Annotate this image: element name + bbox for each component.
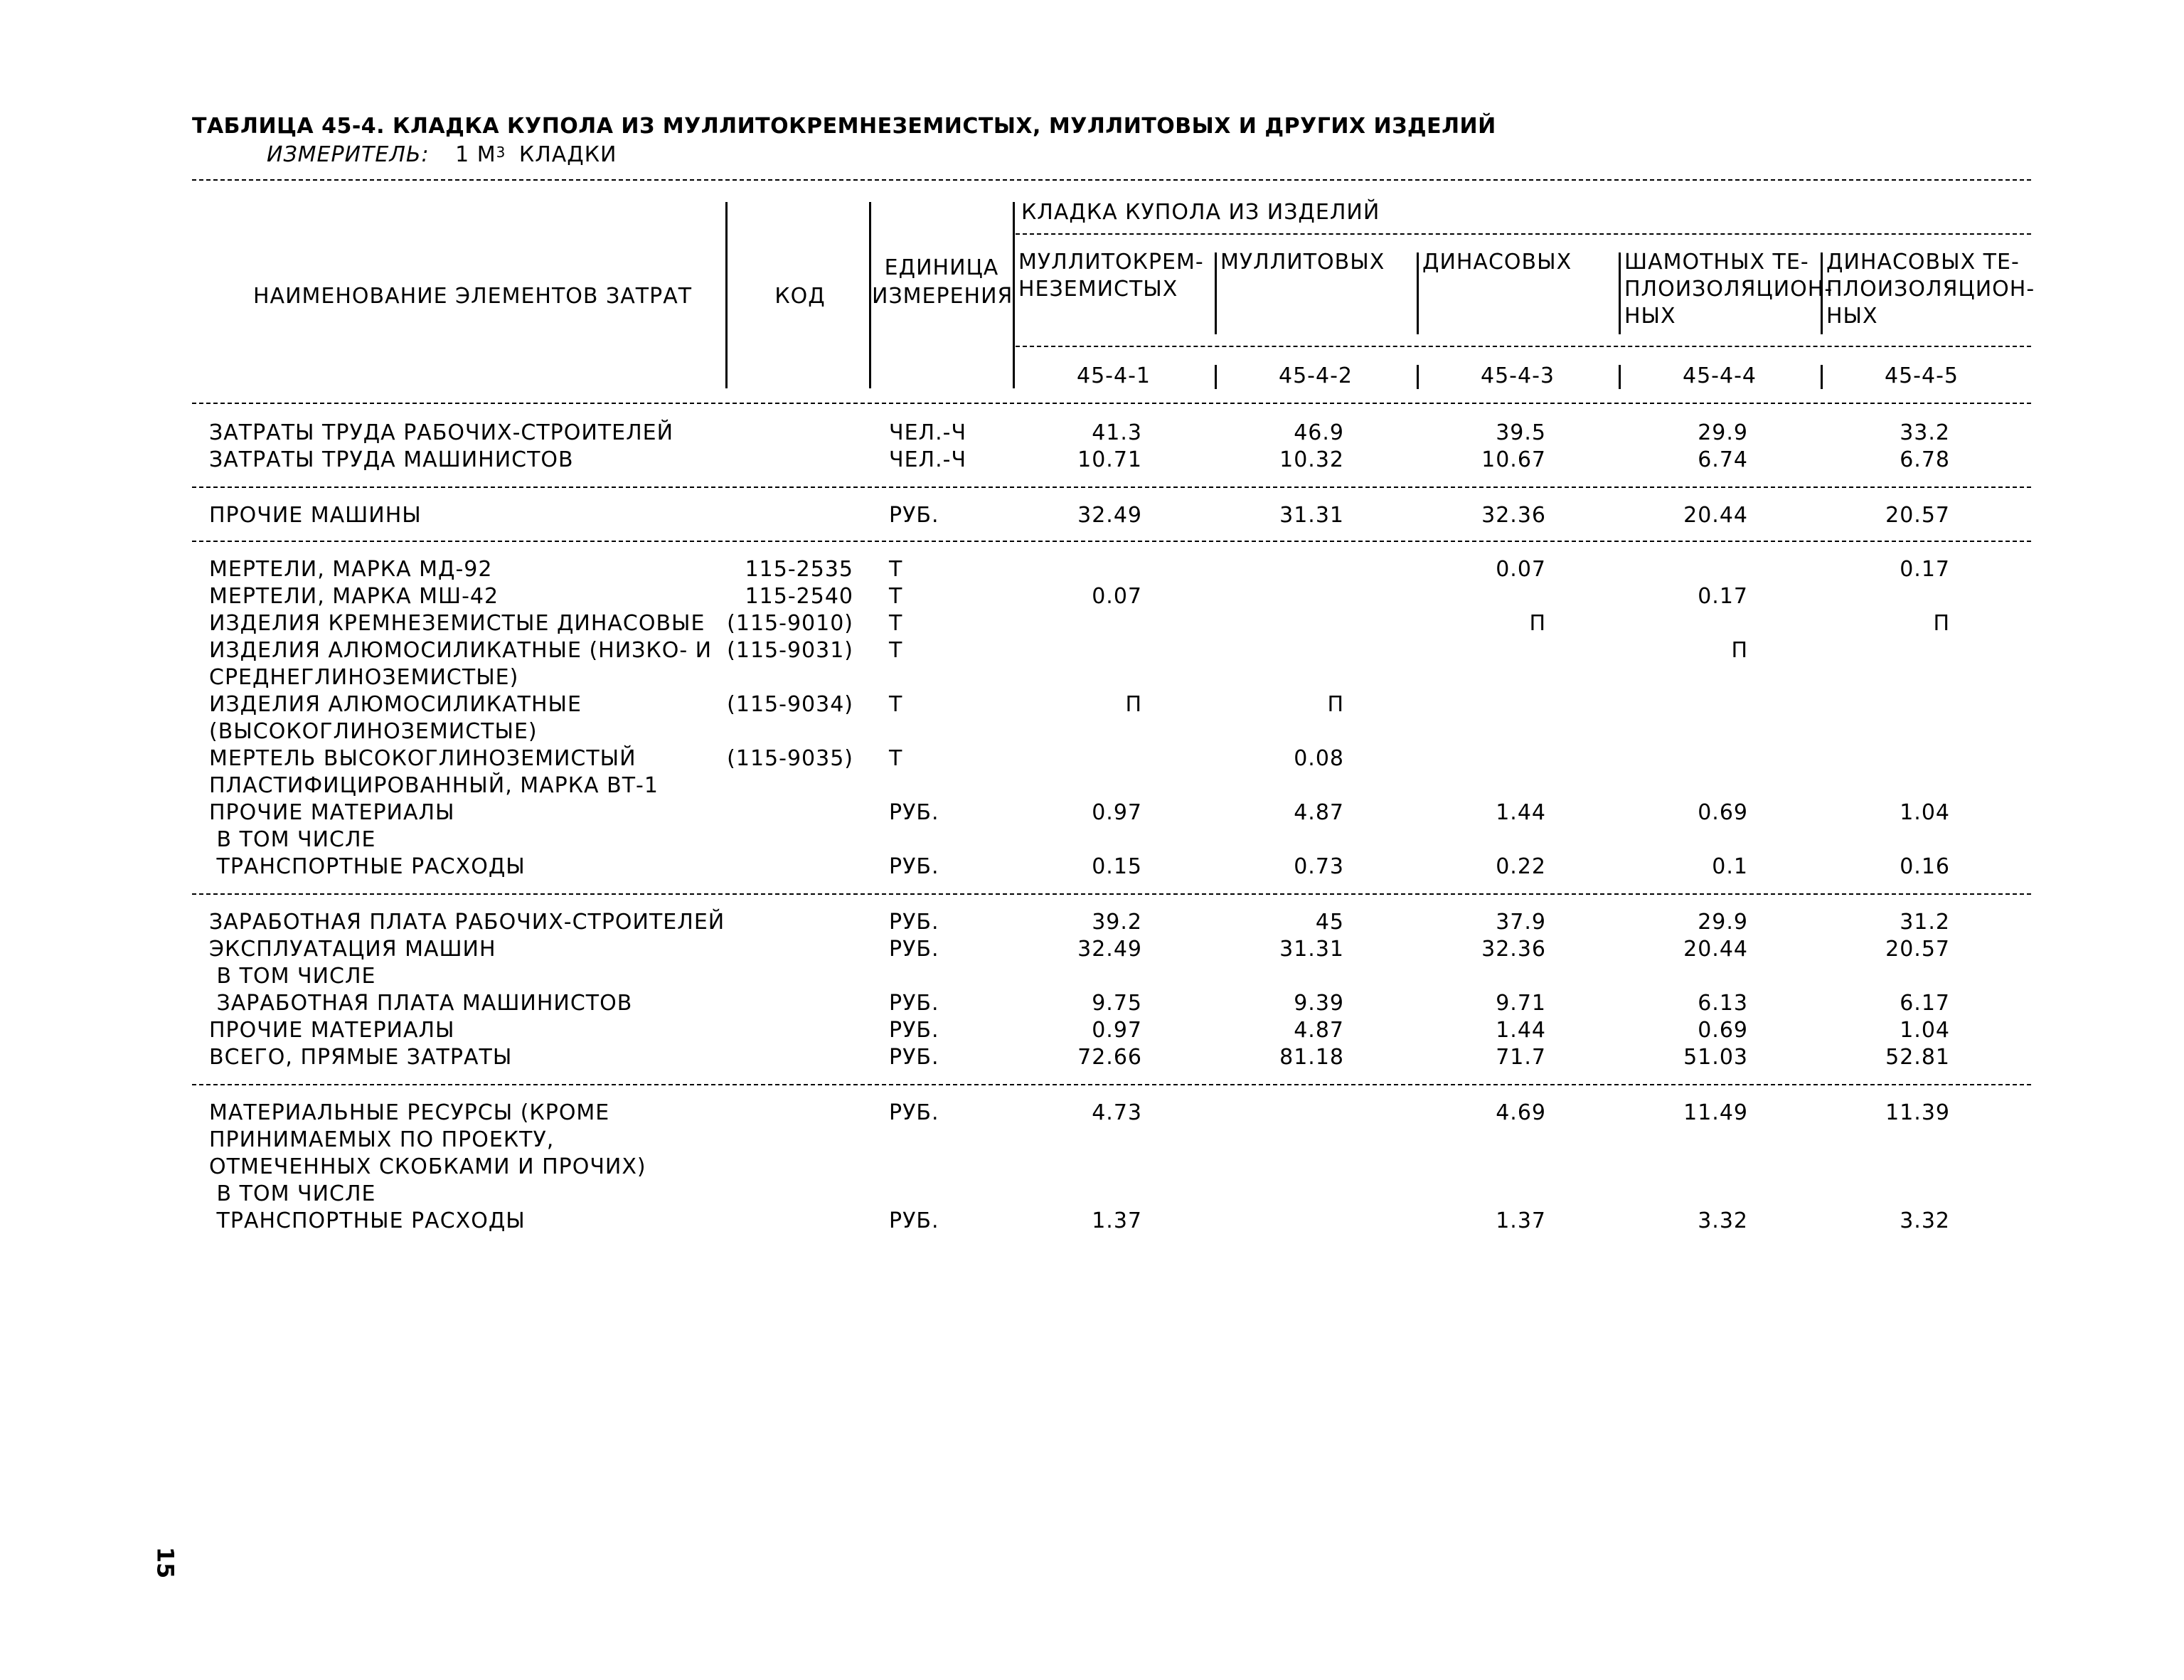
- row-code: (115-9035): [727, 746, 853, 771]
- row-value: 0.17: [1698, 584, 1748, 609]
- row-value: 51.03: [1683, 1045, 1748, 1070]
- column-head-line: НЫХ: [1624, 304, 1676, 329]
- column-head-2: [1220, 249, 1385, 276]
- measure-value-suffix: КЛАДКИ: [518, 142, 617, 167]
- row-value: 31.2: [1900, 910, 1950, 935]
- vbar-code-left: [725, 202, 728, 388]
- row-value: 3.32: [1900, 1208, 1950, 1233]
- vbar-col4-code: [1619, 365, 1621, 389]
- row-name: В ТОМ ЧИСЛЕ: [209, 827, 376, 852]
- row-name: ИЗДЕЛИЯ АЛЮМОСИЛИКАТНЫЕ: [209, 692, 582, 717]
- row-value: 20.44: [1683, 503, 1748, 528]
- row-value: 20.57: [1885, 937, 1950, 962]
- row-name: ТРАНСПОРТНЫЕ РАСХОДЫ: [209, 854, 526, 879]
- row-code: 115-2535: [745, 557, 853, 582]
- row-value: 4.87: [1294, 800, 1344, 825]
- row-value: 29.9: [1698, 910, 1748, 935]
- row-value: 9.75: [1092, 991, 1142, 1016]
- row-unit: РУБ.: [889, 937, 939, 962]
- row-value: П: [1125, 692, 1142, 717]
- row-value: 6.74: [1698, 447, 1748, 472]
- row-value: 0.97: [1092, 1018, 1142, 1043]
- row-value: 10.71: [1077, 447, 1142, 472]
- row-unit: Т: [889, 557, 903, 582]
- row-value: П: [1529, 611, 1546, 636]
- header-group: КЛАДКА КУПОЛА ИЗ ИЗДЕЛИЙ: [1021, 200, 1380, 225]
- row-value: 46.9: [1294, 420, 1344, 445]
- row-name: ПРОЧИЕ МАТЕРИАЛЫ: [209, 800, 455, 825]
- row-value: 0.08: [1294, 746, 1344, 771]
- row-value: 32.36: [1481, 937, 1546, 962]
- row-name: ПРИНИМАЕМЫХ ПО ПРОЕКТУ,: [209, 1127, 555, 1152]
- row-value: 4.87: [1294, 1018, 1344, 1043]
- row-name: МАТЕРИАЛЬНЫЕ РЕСУРСЫ (КРОМЕ: [209, 1100, 610, 1125]
- row-name: ИЗДЕЛИЯ КРЕМНЕЗЕМИСТЫЕ ДИНАСОВЫЕ: [209, 611, 705, 636]
- row-value: 32.49: [1077, 937, 1142, 962]
- column-head-line: ШАМОТНЫХ ТЕ-: [1624, 250, 1809, 275]
- measure-value-sup: 3: [496, 144, 506, 161]
- row-value: 31.31: [1279, 937, 1344, 962]
- row-value: 1.37: [1092, 1208, 1142, 1233]
- row-name: ОТМЕЧЕННЫХ СКОБКАМИ И ПРОЧИХ): [209, 1154, 646, 1179]
- column-head-line: МУЛЛИТОВЫХ: [1220, 250, 1385, 275]
- row-value: 39.2: [1092, 910, 1142, 935]
- column-head-5: [1826, 249, 2035, 330]
- column-head-line: НЕЗЕМИСТЫХ: [1018, 277, 1178, 302]
- row-value: 31.31: [1279, 503, 1344, 528]
- row-value: 6.17: [1900, 991, 1950, 1016]
- row-value: 0.16: [1900, 854, 1950, 879]
- row-value: 72.66: [1077, 1045, 1142, 1070]
- row-unit: РУБ.: [889, 1100, 939, 1125]
- row-value: 0.73: [1294, 854, 1344, 879]
- row-value: 20.57: [1885, 503, 1950, 528]
- row-value: 0.07: [1092, 584, 1142, 609]
- column-head-line: МУЛЛИТОКРЕМ-: [1018, 250, 1204, 275]
- measure-value-prefix: 1 М: [455, 142, 496, 167]
- page-number: 15: [151, 1546, 179, 1579]
- row-name: ПРОЧИЕ МАШИНЫ: [209, 503, 422, 528]
- column-code-1: 45-4-1: [1077, 363, 1151, 388]
- row-name: ЗАРАБОТНАЯ ПЛАТА МАШИНИСТОВ: [209, 991, 633, 1016]
- row-value: 0.17: [1900, 557, 1950, 582]
- column-code-3: 45-4-3: [1481, 363, 1555, 388]
- row-value: 9.71: [1496, 991, 1546, 1016]
- row-code: (115-9034): [727, 692, 853, 717]
- row-name: МЕРТЕЛИ, МАРКА МД-92: [209, 557, 493, 582]
- row-unit: РУБ.: [889, 991, 939, 1016]
- vbar-col2-top: [1215, 252, 1217, 334]
- row-value: 9.39: [1294, 991, 1344, 1016]
- row-value: П: [1933, 611, 1950, 636]
- row-value: 3.32: [1698, 1208, 1748, 1233]
- vbar-col5-code: [1821, 365, 1823, 389]
- row-code: (115-9010): [727, 611, 853, 636]
- row-value: 6.13: [1698, 991, 1748, 1016]
- row-value: 37.9: [1496, 910, 1546, 935]
- row-value: 33.2: [1900, 420, 1950, 445]
- column-code-4: 45-4-4: [1683, 363, 1757, 388]
- row-unit: РУБ.: [889, 910, 939, 935]
- vbar-col3-code: [1417, 365, 1419, 389]
- row-value: П: [1731, 638, 1748, 663]
- rule-codes: [1016, 346, 2031, 347]
- row-unit: ЧЕЛ.-Ч: [889, 420, 967, 445]
- row-value: 4.73: [1092, 1100, 1142, 1125]
- row-unit: РУБ.: [889, 1018, 939, 1043]
- rule-sec2: [192, 541, 2031, 542]
- row-name: ПРОЧИЕ МАТЕРИАЛЫ: [209, 1018, 455, 1043]
- rule-sec3: [192, 893, 2031, 895]
- row-value: 52.81: [1885, 1045, 1950, 1070]
- column-code-2: 45-4-2: [1279, 363, 1353, 388]
- row-value: 0.97: [1092, 800, 1142, 825]
- vbar-group-left: [1013, 202, 1015, 388]
- column-head-line: НЫХ: [1826, 304, 1878, 329]
- row-unit: Т: [889, 692, 903, 717]
- column-head-line: ПЛОИЗОЛЯЦИОН-: [1826, 277, 2035, 302]
- row-name: МЕРТЕЛИ, МАРКА МШ-42: [209, 584, 499, 609]
- row-value: 11.39: [1885, 1100, 1950, 1125]
- rule-header-bottom: [192, 403, 2031, 404]
- row-value: 29.9: [1698, 420, 1748, 445]
- row-value: 20.44: [1683, 937, 1748, 962]
- row-unit: Т: [889, 638, 903, 663]
- row-name: ЗАТРАТЫ ТРУДА МАШИНИСТОВ: [209, 447, 574, 472]
- row-value: 1.04: [1900, 1018, 1950, 1043]
- vbar-col4-top: [1619, 252, 1621, 334]
- column-head-1: [1018, 249, 1204, 303]
- row-value: 32.36: [1481, 503, 1546, 528]
- header-unit-line1: ЕДИНИЦА: [884, 255, 999, 280]
- vbar-col3-top: [1417, 252, 1419, 334]
- table-title: ТАБЛИЦА 45-4. КЛАДКА КУПОЛА ИЗ МУЛЛИТОКРЕМНЕЗЕМИСТЫХ, МУЛЛИТОВЫХ И ДРУГИХ ИЗДЕЛИЙ: [192, 114, 1496, 139]
- row-name: ЗАРАБОТНАЯ ПЛАТА РАБОЧИХ-СТРОИТЕЛЕЙ: [209, 910, 725, 935]
- row-value: 1.37: [1496, 1208, 1546, 1233]
- row-unit: ЧЕЛ.-Ч: [889, 447, 967, 472]
- row-unit: РУБ.: [889, 1208, 939, 1233]
- row-value: 4.69: [1496, 1100, 1546, 1125]
- row-name: МЕРТЕЛЬ ВЫСОКОГЛИНОЗЕМИСТЫЙ: [209, 746, 636, 771]
- row-value: 0.07: [1496, 557, 1546, 582]
- row-code: (115-9031): [727, 638, 853, 663]
- header-unit-line2: ИЗМЕРЕНИЯ: [872, 284, 1013, 309]
- row-value: 39.5: [1496, 420, 1546, 445]
- row-value: 71.7: [1496, 1045, 1546, 1070]
- row-name: В ТОМ ЧИСЛЕ: [209, 964, 376, 989]
- vbar-col2-code: [1215, 365, 1217, 389]
- row-value: 1.44: [1496, 800, 1546, 825]
- vbar-unit-left: [869, 202, 871, 388]
- header-code: КОД: [774, 284, 826, 309]
- header-name: НАИМЕНОВАНИЕ ЭЛЕМЕНТОВ ЗАТРАТ: [253, 284, 693, 309]
- column-head-4: [1624, 249, 1833, 330]
- row-value: 6.78: [1900, 447, 1950, 472]
- row-name: В ТОМ ЧИСЛЕ: [209, 1181, 376, 1206]
- row-value: 10.67: [1481, 447, 1546, 472]
- row-name: ВСЕГО, ПРЯМЫЕ ЗАТРАТЫ: [209, 1045, 513, 1070]
- row-value: 41.3: [1092, 420, 1142, 445]
- measure-label: ИЗМЕРИТЕЛЬ:: [267, 142, 430, 167]
- row-name: ЗАТРАТЫ ТРУДА РАБОЧИХ-СТРОИТЕЛЕЙ: [209, 420, 674, 445]
- row-name: ИЗДЕЛИЯ АЛЮМОСИЛИКАТНЫЕ (НИЗКО- И: [209, 638, 713, 663]
- rule-sec4: [192, 1084, 2031, 1085]
- row-unit: Т: [889, 611, 903, 636]
- column-head-line: ДИНАСОВЫХ: [1422, 250, 1572, 275]
- row-unit: РУБ.: [889, 503, 939, 528]
- row-value: 32.49: [1077, 503, 1142, 528]
- rule-top: [192, 179, 2031, 181]
- rule-group: [1016, 233, 2031, 235]
- row-value: 45: [1315, 910, 1344, 935]
- row-name: ЭКСПЛУАТАЦИЯ МАШИН: [209, 937, 496, 962]
- row-value: 0.22: [1496, 854, 1546, 879]
- row-value: 0.1: [1712, 854, 1748, 879]
- measure-unit: [267, 142, 617, 167]
- row-code: 115-2540: [745, 584, 853, 609]
- row-value: 0.15: [1092, 854, 1142, 879]
- row-value: 10.32: [1279, 447, 1344, 472]
- row-value: П: [1327, 692, 1344, 717]
- column-code-5: 45-4-5: [1885, 363, 1959, 388]
- column-head-line: ПЛОИЗОЛЯЦИОН-: [1624, 277, 1833, 302]
- column-head-3: [1422, 249, 1572, 276]
- row-value: 0.69: [1698, 1018, 1748, 1043]
- row-value: 1.04: [1900, 800, 1950, 825]
- row-value: 81.18: [1279, 1045, 1344, 1070]
- row-unit: РУБ.: [889, 854, 939, 879]
- rule-sec1: [192, 487, 2031, 488]
- row-unit: РУБ.: [889, 1045, 939, 1070]
- row-value: 1.44: [1496, 1018, 1546, 1043]
- row-name: ПЛАСТИФИЦИРОВАННЫЙ, МАРКА ВТ-1: [209, 773, 659, 798]
- row-name: СРЕДНЕГЛИНОЗЕМИСТЫЕ): [209, 665, 519, 690]
- row-value: 11.49: [1683, 1100, 1748, 1125]
- row-unit: Т: [889, 584, 903, 609]
- row-name: (ВЫСОКОГЛИНОЗЕМИСТЫЕ): [209, 719, 538, 744]
- row-value: 0.69: [1698, 800, 1748, 825]
- row-unit: Т: [889, 746, 903, 771]
- row-unit: РУБ.: [889, 800, 939, 825]
- row-name: ТРАНСПОРТНЫЕ РАСХОДЫ: [209, 1208, 526, 1233]
- column-head-line: ДИНАСОВЫХ ТЕ-: [1826, 250, 2020, 275]
